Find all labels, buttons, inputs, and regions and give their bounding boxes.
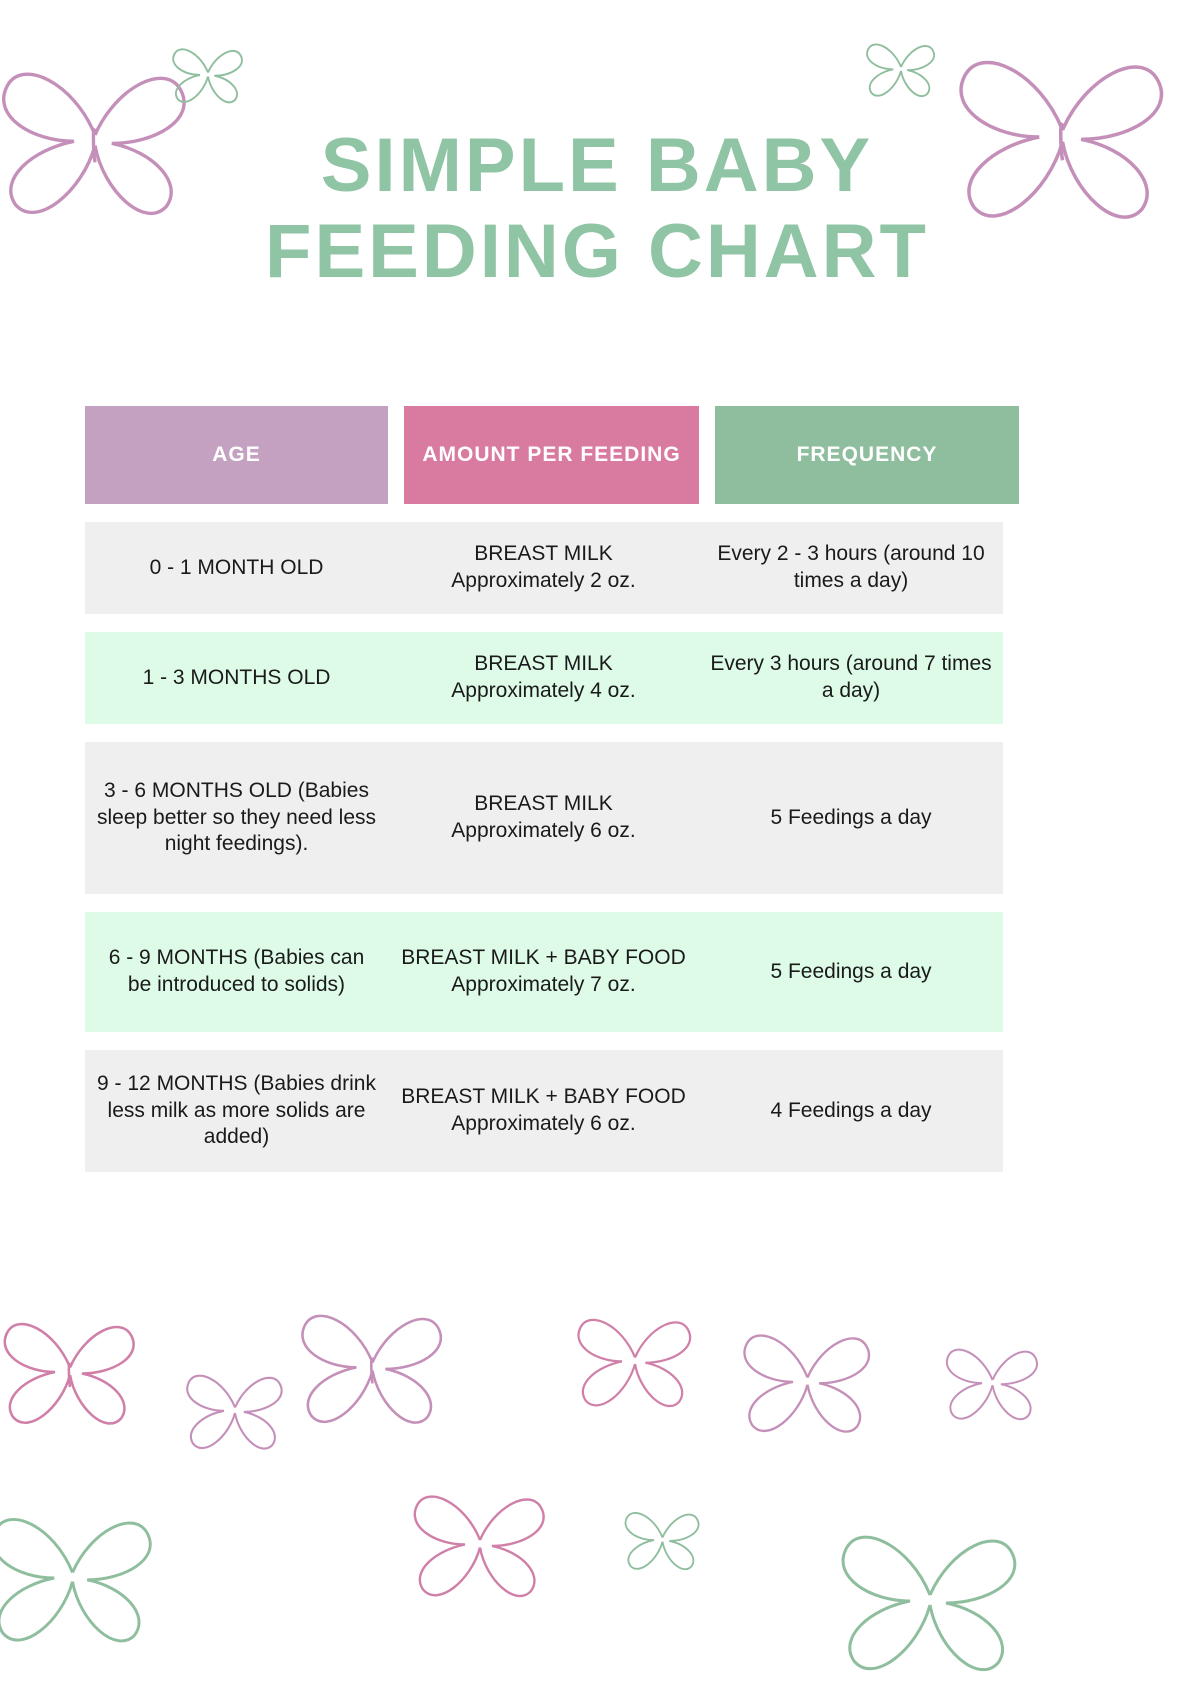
butterfly-bottom-8: [405, 1465, 555, 1615]
butterfly-bottom-1: [0, 1300, 145, 1435]
cell-amount: [388, 912, 699, 1032]
cell-amount-top: BREAST MILK: [474, 792, 613, 816]
butterfly-bottom-2: [180, 1355, 290, 1460]
column-header-age: AGE: [85, 406, 388, 504]
cell-amount-top: BREAST MILK + BABY FOOD: [401, 946, 686, 970]
table-row: [85, 912, 1109, 1032]
butterfly-bottom-7: [0, 1490, 165, 1655]
cell-amount: [388, 522, 699, 614]
table-header-row: [85, 406, 1109, 504]
cell-frequency: Every 2 - 3 hours (around 10 times a day): [699, 522, 1003, 614]
cell-amount-bottom: Approximately 2 oz.: [451, 569, 636, 592]
cell-amount-bottom: Approximately 6 oz.: [451, 819, 636, 842]
cell-age: 0 - 1 MONTH OLD: [85, 522, 388, 614]
butterfly-bottom-9: [620, 1495, 705, 1580]
column-header-frequency: FREQUENCY: [715, 406, 1019, 504]
cell-amount-bottom: Approximately 4 oz.: [451, 679, 636, 702]
table-row: [85, 742, 1109, 894]
butterfly-top-left-small: [168, 35, 248, 110]
butterfly-bottom-4: [570, 1295, 700, 1420]
cell-amount-bottom: Approximately 7 oz.: [451, 973, 636, 996]
title-line-1: SIMPLE BABY: [320, 123, 874, 208]
cell-amount-top: BREAST MILK + BABY FOOD: [401, 1085, 686, 1109]
page-title-wrap: [0, 123, 1194, 295]
cell-age: 3 - 6 MONTHS OLD (Babies sleep better so they need less night feedings).: [85, 742, 388, 894]
butterfly-bottom-3: [290, 1290, 455, 1435]
cell-amount-bottom: Approximately 6 oz.: [451, 1112, 636, 1135]
cell-frequency: 5 Feedings a day: [699, 912, 1003, 1032]
butterfly-top-right-small: [862, 30, 940, 104]
cell-frequency: 5 Feedings a day: [699, 742, 1003, 894]
column-header-amount: AMOUNT PER FEEDING: [404, 406, 699, 504]
cell-frequency: 4 Feedings a day: [699, 1050, 1003, 1172]
cell-frequency: Every 3 hours (around 7 times a day): [699, 632, 1003, 724]
cell-amount: [388, 632, 699, 724]
cell-amount: [388, 742, 699, 894]
table-row: [85, 632, 1109, 724]
table-row: [85, 522, 1109, 614]
table-row: [85, 1050, 1109, 1172]
feeding-table: [85, 406, 1109, 1172]
butterfly-bottom-5: [735, 1310, 880, 1445]
title-line-2: FEEDING CHART: [265, 209, 929, 295]
butterfly-bottom-10: [830, 1505, 1030, 1685]
butterfly-bottom-6: [940, 1330, 1045, 1430]
cell-amount: [388, 1050, 699, 1172]
cell-amount-top: BREAST MILK: [474, 652, 613, 676]
cell-age: 1 - 3 MONTHS OLD: [85, 632, 388, 724]
page-title: [0, 123, 1194, 295]
cell-amount-top: BREAST MILK: [474, 542, 613, 566]
cell-age: 9 - 12 MONTHS (Babies drink less milk as more solids are added): [85, 1050, 388, 1172]
cell-age: 6 - 9 MONTHS (Babies can be introduced to solids): [85, 912, 388, 1032]
